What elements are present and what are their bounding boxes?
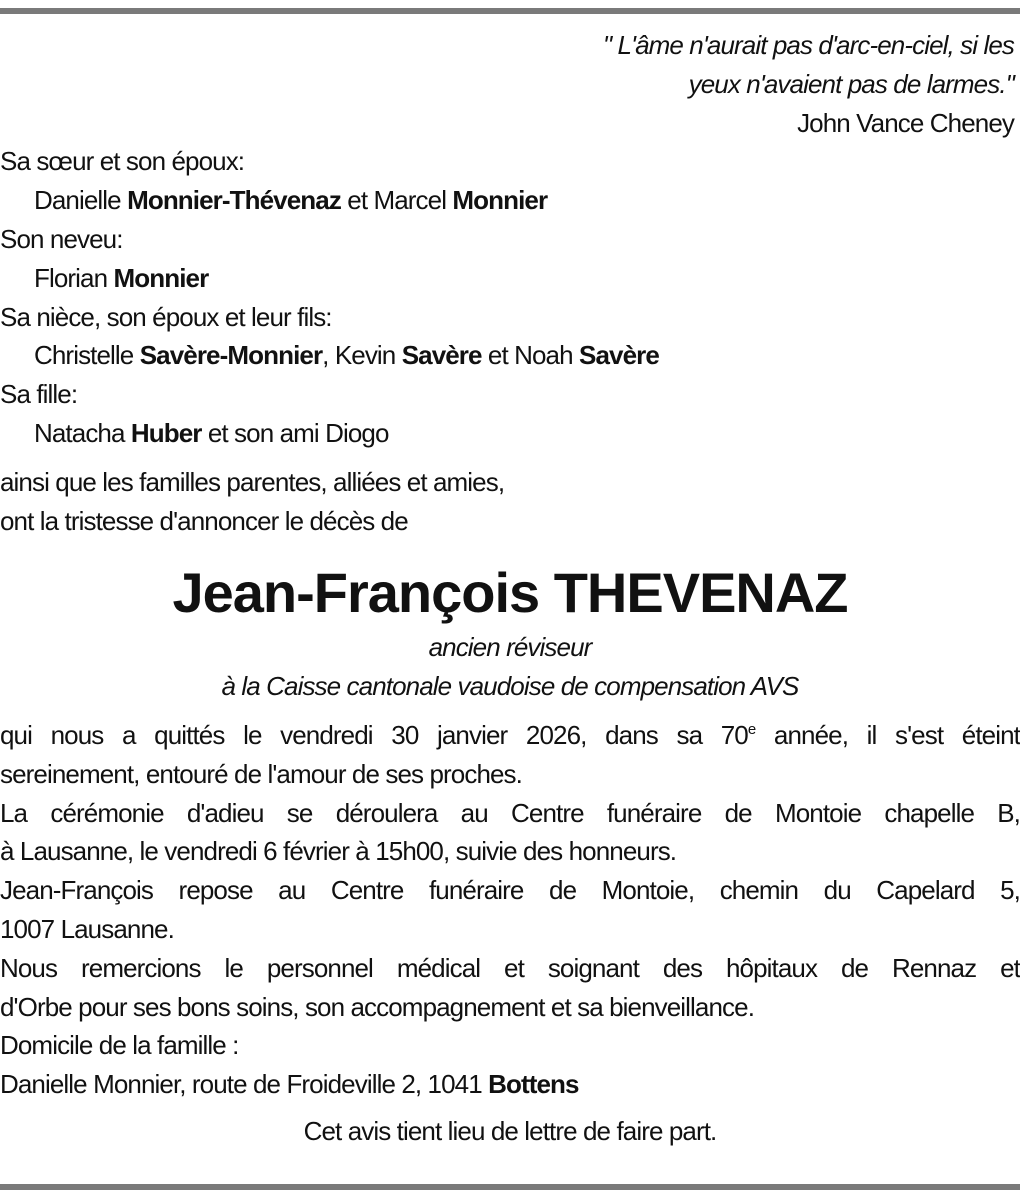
quote-author: John Vance Cheney	[797, 107, 1014, 138]
deceased-role-1: ancien réviseur	[428, 632, 592, 663]
bottom-rule	[0, 1184, 1020, 1190]
ceremony-line-1: La cérémonie d'adieu se déroulera au Centre funéraire de Montoie chapelle B,	[0, 797, 1020, 828]
notice-body	[0, 716, 1020, 1104]
family-heading-daughter: Sa fille:	[0, 379, 78, 410]
family-heading-niece: Sa nièce, son époux et leur fils:	[0, 301, 332, 332]
address-heading: Domicile de la famille :	[0, 1030, 239, 1061]
family-heading-sister: Sa sœur et son époux:	[0, 146, 245, 177]
deceased-name: Jean-François THEVENAZ	[172, 561, 848, 625]
passing-line-1: qui nous a quittés le vendredi 30 janvier 2026, dans sa 70e année, il s'est éteint	[0, 719, 1020, 750]
obituary-notice	[0, 26, 1020, 1151]
family-members-sister: Danielle Monnier-Thévenaz et Marcel Monnier	[34, 185, 548, 216]
family-members-daughter: Natacha Huber et son ami Diogo	[34, 417, 389, 448]
family-heading-nephew: Son neveu:	[0, 223, 123, 254]
family-members-niece: Christelle Savère-Monnier, Kevin Savère et Noah Savère	[34, 340, 659, 371]
deceased-role-2: à la Caisse cantonale vaudoise de compensation AVS	[221, 671, 799, 702]
passing-line-2: sereinement, entouré de l'amour de ses proches.	[0, 758, 522, 789]
family-list	[0, 142, 1020, 452]
quote-line-2: yeux n'avaient pas de larmes."	[688, 68, 1014, 99]
family-address: Danielle Monnier, route de Froideville 2, 1041 Bottens	[0, 1069, 579, 1100]
closing-note: Cet avis tient lieu de lettre de faire part.	[303, 1115, 717, 1146]
repose-line-2: 1007 Lausanne.	[0, 913, 174, 944]
top-rule	[0, 8, 1020, 14]
epigraph	[0, 26, 1020, 142]
intro-line-1: ainsi que les familles parentes, alliées et amies,	[0, 466, 505, 497]
quote-line-1: " L'âme n'aurait pas d'arc-en-ciel, si les	[602, 30, 1014, 60]
announcement-intro	[0, 463, 1020, 541]
intro-line-2: ont la tristesse d'annoncer le décès de	[0, 505, 408, 536]
ceremony-line-2: à Lausanne, le vendredi 6 février à 15h00, suivie des honneurs.	[0, 836, 677, 867]
thanks-line-1: Nous remercions le personnel médical et soignant des hôpitaux de Rennaz et	[0, 952, 1020, 983]
thanks-line-2: d'Orbe pour ses bons soins, son accompagnement et sa bienveillance.	[0, 991, 755, 1022]
family-members-nephew: Florian Monnier	[34, 262, 209, 293]
repose-line-1: Jean-François repose au Centre funéraire de Montoie, chemin du Capelard 5,	[0, 875, 1020, 906]
